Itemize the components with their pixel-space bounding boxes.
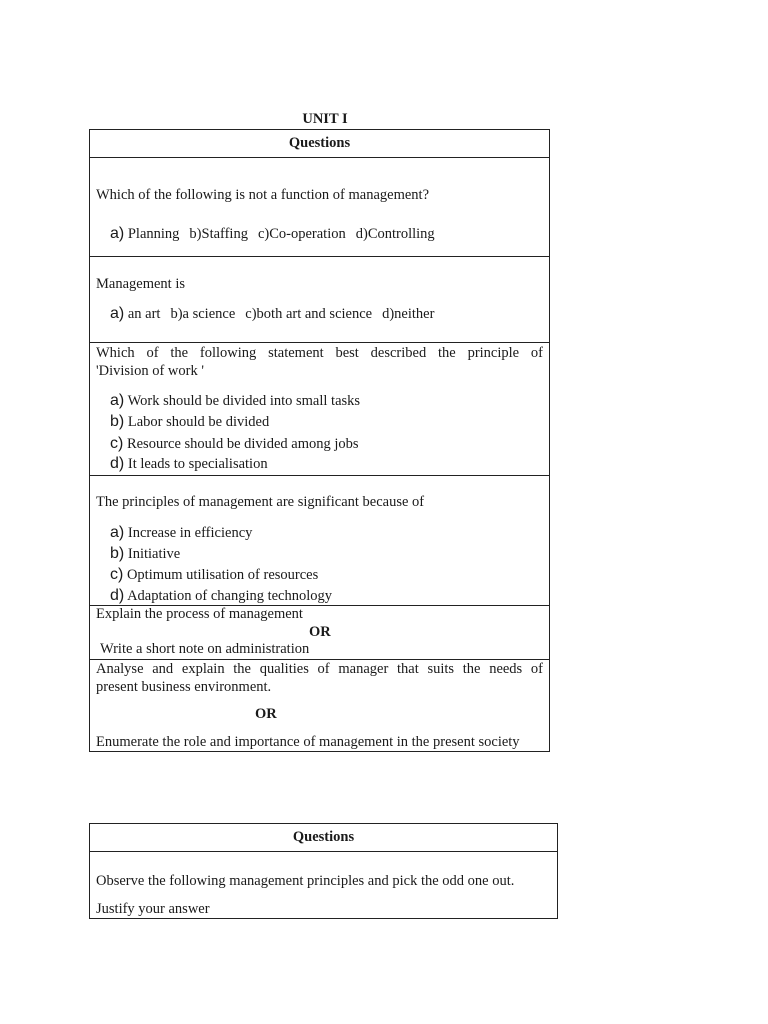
question-row-3	[90, 342, 549, 476]
option: d)neither	[382, 306, 435, 322]
option-letter: d)	[110, 587, 125, 604]
option-letter: a)	[110, 524, 125, 541]
option-text: Work should be divided into small tasks	[127, 393, 361, 409]
question-text: The principles of management are significant because of	[96, 494, 425, 510]
option	[110, 392, 360, 410]
option	[110, 545, 180, 563]
option-text: Initiative	[127, 546, 181, 562]
question-text: Explain the process of management	[96, 606, 303, 622]
option	[110, 587, 332, 605]
option-text: Labor should be divided	[127, 414, 270, 430]
header-label: Questions	[288, 135, 351, 151]
option-letter: a)	[110, 392, 125, 409]
question-row-2	[90, 256, 549, 343]
option	[110, 566, 318, 584]
options-line	[110, 225, 435, 243]
options-line	[110, 305, 434, 323]
question-text-cont: present business environment.	[96, 679, 272, 695]
questions-table-2	[89, 823, 558, 919]
question-text: Analyse and explain the qualities of manager that suits the needs of	[96, 661, 543, 677]
or-separator: OR	[309, 624, 331, 640]
option-text: Resource should be divided among jobs	[126, 436, 359, 452]
option: c)Co-operation	[257, 226, 346, 242]
question-text: Observe the following management principles and pick the odd one out.	[96, 873, 515, 889]
question-text-alt: Enumerate the role and importance of management in the present society	[96, 734, 520, 750]
question-row-1	[90, 157, 549, 256]
question-row-4	[90, 475, 549, 606]
question-text-alt: Write a short note on administration	[100, 641, 310, 657]
option-letter: a)	[110, 305, 125, 322]
option: Planning	[127, 226, 180, 242]
table-header	[90, 130, 549, 158]
option	[110, 455, 268, 473]
question-text: Which of the following is not a function of management?	[96, 187, 430, 203]
option: an art	[127, 306, 161, 322]
question-text-cont: Justify your answer	[96, 901, 210, 917]
option: c)both art and science	[245, 306, 373, 322]
option: b)a science	[170, 306, 236, 322]
option-letter: a)	[110, 225, 125, 242]
option-text: Optimum utilisation of resources	[126, 567, 319, 583]
option: b)Staffing	[189, 226, 248, 242]
questions-table-unit-1	[89, 129, 550, 752]
option	[110, 413, 269, 431]
table-header	[90, 824, 557, 852]
unit-title: UNIT I	[302, 111, 348, 127]
option	[110, 524, 252, 542]
question-row-5	[90, 605, 549, 660]
or-separator: OR	[255, 706, 277, 722]
header-label: Questions	[292, 829, 355, 845]
option-letter: d)	[110, 455, 125, 472]
option: d)Controlling	[355, 226, 435, 242]
option-letter: b)	[110, 413, 125, 430]
question-text-cont: 'Division of work '	[96, 363, 204, 379]
question-row	[90, 851, 557, 919]
option-text: Adaptation of changing technology	[127, 588, 333, 604]
option-letter: c)	[110, 566, 124, 583]
question-row-6	[90, 659, 549, 753]
option	[110, 435, 359, 453]
option-letter: c)	[110, 435, 124, 452]
option-text: It leads to specialisation	[127, 456, 268, 472]
option-text: Increase in efficiency	[127, 525, 253, 541]
question-text: Which of the following statement best described the principle of	[96, 345, 543, 361]
question-text: Management is	[96, 276, 185, 292]
option-letter: b)	[110, 545, 125, 562]
